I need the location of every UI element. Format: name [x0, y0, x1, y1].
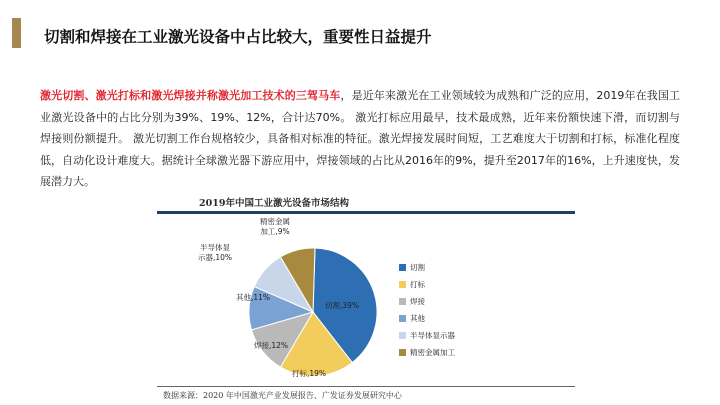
title-accent-bar — [12, 18, 21, 48]
slice-label-5: 半导体显示器,10% — [197, 243, 233, 262]
legend-label-1: 切割 — [410, 263, 425, 272]
legend-label-2: 打标 — [410, 280, 425, 289]
chart-source: 数据来源：2020 年中国激光产业发展报告、广发证券发展研究中心 — [157, 386, 575, 401]
slice-label-2: 打标,19% — [291, 369, 327, 378]
legend-label-5: 半导体显示器 — [410, 331, 455, 340]
pie-chart — [157, 216, 575, 386]
body-paragraph — [40, 85, 680, 193]
legend-swatch-4 — [399, 315, 406, 322]
legend-swatch-3 — [399, 298, 406, 305]
legend-label-4: 其他 — [410, 314, 425, 323]
legend-label-3: 焊接 — [410, 297, 425, 306]
legend-swatch-2 — [399, 281, 406, 288]
legend-swatch-1 — [399, 264, 406, 271]
slice-label-4: 其他,11% — [235, 293, 271, 302]
slice-label-1: 切割,39% — [324, 301, 360, 310]
paragraph-text: ，是近年来激光在工业领域较为成熟和广泛的应用，2019年在我国工业激光设备中的占比分别为39%、19%、12%，合计达70%。 激光打标应用最早，技术最成熟，近年来份额快速下滑，而切割与焊接则份额提升。 激光切割工作台规格较少，具备相对标准的特征。激光焊接发展时间短，工艺难度大于切割和打标，标准化程度低，自动化设计难度大。据统计全球激光器下游应用中，焊接领域的占比从2016年的9%，提升至2017年的16%，上升速度快，发展潜力大。 — [40, 89, 680, 188]
legend-swatch-5 — [399, 332, 406, 339]
slice-label-3: 焊接,12% — [253, 341, 289, 350]
pie-chart-figure — [157, 196, 575, 404]
highlight-text: 激光切割、激光打标和激光焊接并称激光加工技术的三驾马车 — [40, 89, 341, 102]
slide-title: 切割和焊接在工业激光设备中占比较大，重要性日益提升 — [44, 28, 432, 46]
legend-swatch-6 — [399, 349, 406, 356]
legend-label-6: 精密金属加工 — [410, 348, 455, 357]
slice-label-6: 精密金属加工,9% — [260, 217, 290, 236]
chart-title: 2019年中国工业激光设备市场结构 — [157, 196, 575, 214]
